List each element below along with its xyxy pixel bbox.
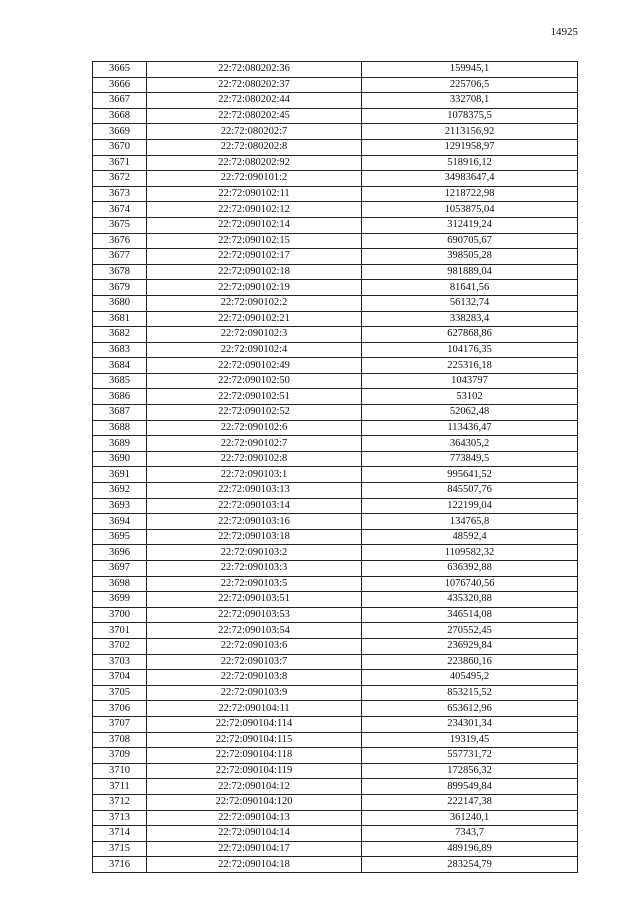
value-cell: 225706,5 <box>362 77 578 93</box>
value-cell: 981889,04 <box>362 264 578 280</box>
row-number-cell: 3708 <box>93 732 147 748</box>
table-row <box>93 638 578 654</box>
row-number-cell: 3709 <box>93 748 147 764</box>
cadastral-number-cell: 22:72:090102:50 <box>147 373 362 389</box>
cadastral-number-cell: 22:72:090104:114 <box>147 716 362 732</box>
row-number-cell: 3677 <box>93 249 147 265</box>
value-cell: 7343,7 <box>362 826 578 842</box>
value-cell: 346514,08 <box>362 607 578 623</box>
cadastral-number-cell: 22:72:090103:16 <box>147 514 362 530</box>
value-cell: 557731,72 <box>362 748 578 764</box>
table-row <box>93 77 578 93</box>
row-number-cell: 3667 <box>93 93 147 109</box>
cadastral-number-cell: 22:72:090102:7 <box>147 436 362 452</box>
cadastral-number-cell: 22:72:090102:19 <box>147 280 362 296</box>
row-number-cell: 3672 <box>93 171 147 187</box>
cadastral-number-cell: 22:72:090103:13 <box>147 483 362 499</box>
row-number-cell: 3715 <box>93 841 147 857</box>
table-row <box>93 124 578 140</box>
cadastral-number-cell: 22:72:080202:45 <box>147 108 362 124</box>
row-number-cell: 3668 <box>93 108 147 124</box>
value-cell: 52062,48 <box>362 405 578 421</box>
row-number-cell: 3704 <box>93 670 147 686</box>
cadastral-number-cell: 22:72:090102:12 <box>147 202 362 218</box>
table-row <box>93 436 578 452</box>
table-row <box>93 514 578 530</box>
table-row <box>93 592 578 608</box>
value-cell: 627868,86 <box>362 327 578 343</box>
table-row <box>93 685 578 701</box>
row-number-cell: 3692 <box>93 483 147 499</box>
records-body <box>93 62 578 873</box>
row-number-cell: 3675 <box>93 217 147 233</box>
value-cell: 113436,47 <box>362 420 578 436</box>
table-row <box>93 389 578 405</box>
cadastral-number-cell: 22:72:090104:115 <box>147 732 362 748</box>
value-cell: 636392,88 <box>362 561 578 577</box>
table-row <box>93 139 578 155</box>
cadastral-number-cell: 22:72:090103:9 <box>147 685 362 701</box>
table-row <box>93 794 578 810</box>
table-row <box>93 264 578 280</box>
value-cell: 1291958,97 <box>362 139 578 155</box>
value-cell: 122199,04 <box>362 498 578 514</box>
table-row <box>93 171 578 187</box>
row-number-cell: 3673 <box>93 186 147 202</box>
cadastral-number-cell: 22:72:090102:2 <box>147 295 362 311</box>
table-row <box>93 763 578 779</box>
row-number-cell: 3689 <box>93 436 147 452</box>
value-cell: 1053875,04 <box>362 202 578 218</box>
row-number-cell: 3701 <box>93 623 147 639</box>
row-number-cell: 3700 <box>93 607 147 623</box>
table-row <box>93 358 578 374</box>
cadastral-number-cell: 22:72:090103:2 <box>147 545 362 561</box>
row-number-cell: 3674 <box>93 202 147 218</box>
cadastral-number-cell: 22:72:090101:2 <box>147 171 362 187</box>
table-row <box>93 498 578 514</box>
row-number-cell: 3665 <box>93 62 147 78</box>
cadastral-number-cell: 22:72:090102:4 <box>147 342 362 358</box>
cadastral-number-cell: 22:72:090103:6 <box>147 638 362 654</box>
cadastral-number-cell: 22:72:090102:6 <box>147 420 362 436</box>
cadastral-number-cell: 22:72:080202:8 <box>147 139 362 155</box>
value-cell: 853215,52 <box>362 685 578 701</box>
cadastral-number-cell: 22:72:090104:12 <box>147 779 362 795</box>
value-cell: 104176,35 <box>362 342 578 358</box>
row-number-cell: 3707 <box>93 716 147 732</box>
table-row <box>93 826 578 842</box>
value-cell: 312419,24 <box>362 217 578 233</box>
value-cell: 899549,84 <box>362 779 578 795</box>
cadastral-number-cell: 22:72:090102:18 <box>147 264 362 280</box>
table-row <box>93 623 578 639</box>
cadastral-number-cell: 22:72:090102:21 <box>147 311 362 327</box>
row-number-cell: 3703 <box>93 654 147 670</box>
table-row <box>93 670 578 686</box>
row-number-cell: 3694 <box>93 514 147 530</box>
cadastral-number-cell: 22:72:090102:11 <box>147 186 362 202</box>
value-cell: 223860,16 <box>362 654 578 670</box>
row-number-cell: 3691 <box>93 467 147 483</box>
row-number-cell: 3666 <box>93 77 147 93</box>
value-cell: 398505,28 <box>362 249 578 265</box>
table-row <box>93 607 578 623</box>
cadastral-number-cell: 22:72:090103:53 <box>147 607 362 623</box>
cadastral-number-cell: 22:72:080202:37 <box>147 77 362 93</box>
value-cell: 236929,84 <box>362 638 578 654</box>
table-row <box>93 405 578 421</box>
table-row <box>93 342 578 358</box>
row-number-cell: 3714 <box>93 826 147 842</box>
table-row <box>93 654 578 670</box>
table-row <box>93 280 578 296</box>
cadastral-number-cell: 22:72:080202:44 <box>147 93 362 109</box>
row-number-cell: 3676 <box>93 233 147 249</box>
table-row <box>93 483 578 499</box>
table-row <box>93 186 578 202</box>
value-cell: 19319,45 <box>362 732 578 748</box>
table-row <box>93 155 578 171</box>
cadastral-number-cell: 22:72:090102:51 <box>147 389 362 405</box>
cadastral-number-cell: 22:72:090102:17 <box>147 249 362 265</box>
cadastral-number-cell: 22:72:090103:5 <box>147 576 362 592</box>
page-number: 14925 <box>550 26 578 38</box>
row-number-cell: 3699 <box>93 592 147 608</box>
cadastral-number-cell: 22:72:090102:49 <box>147 358 362 374</box>
table-row <box>93 701 578 717</box>
value-cell: 134765,8 <box>362 514 578 530</box>
cadastral-number-cell: 22:72:090103:51 <box>147 592 362 608</box>
cadastral-number-cell: 22:72:090103:3 <box>147 561 362 577</box>
value-cell: 690705,67 <box>362 233 578 249</box>
value-cell: 435320,88 <box>362 592 578 608</box>
table-row <box>93 327 578 343</box>
row-number-cell: 3698 <box>93 576 147 592</box>
value-cell: 332708,1 <box>362 93 578 109</box>
cadastral-number-cell: 22:72:090102:15 <box>147 233 362 249</box>
cadastral-number-cell: 22:72:090104:14 <box>147 826 362 842</box>
value-cell: 225316,18 <box>362 358 578 374</box>
row-number-cell: 3685 <box>93 373 147 389</box>
table-row <box>93 233 578 249</box>
value-cell: 1043797 <box>362 373 578 389</box>
row-number-cell: 3679 <box>93 280 147 296</box>
value-cell: 222147,38 <box>362 794 578 810</box>
value-cell: 518916,12 <box>362 155 578 171</box>
table-row <box>93 311 578 327</box>
row-number-cell: 3696 <box>93 545 147 561</box>
table-row <box>93 467 578 483</box>
cadastral-number-cell: 22:72:090103:14 <box>147 498 362 514</box>
table-row <box>93 202 578 218</box>
cadastral-number-cell: 22:72:090102:52 <box>147 405 362 421</box>
table-row <box>93 810 578 826</box>
table-row <box>93 561 578 577</box>
value-cell: 283254,79 <box>362 857 578 873</box>
row-number-cell: 3682 <box>93 327 147 343</box>
value-cell: 48592,4 <box>362 529 578 545</box>
value-cell: 53102 <box>362 389 578 405</box>
table-row <box>93 529 578 545</box>
cadastral-number-cell: 22:72:080202:7 <box>147 124 362 140</box>
table-row <box>93 716 578 732</box>
table-row <box>93 732 578 748</box>
row-number-cell: 3680 <box>93 295 147 311</box>
row-number-cell: 3683 <box>93 342 147 358</box>
table-row <box>93 576 578 592</box>
row-number-cell: 3688 <box>93 420 147 436</box>
row-number-cell: 3690 <box>93 451 147 467</box>
row-number-cell: 3712 <box>93 794 147 810</box>
row-number-cell: 3686 <box>93 389 147 405</box>
cadastral-number-cell: 22:72:090103:7 <box>147 654 362 670</box>
table-row <box>93 748 578 764</box>
table-row <box>93 93 578 109</box>
row-number-cell: 3697 <box>93 561 147 577</box>
value-cell: 270552,45 <box>362 623 578 639</box>
row-number-cell: 3705 <box>93 685 147 701</box>
records-table <box>92 61 578 873</box>
row-number-cell: 3713 <box>93 810 147 826</box>
row-number-cell: 3671 <box>93 155 147 171</box>
cadastral-number-cell: 22:72:090104:17 <box>147 841 362 857</box>
value-cell: 34983647,4 <box>362 171 578 187</box>
value-cell: 338283,4 <box>362 311 578 327</box>
cadastral-number-cell: 22:72:090104:119 <box>147 763 362 779</box>
row-number-cell: 3678 <box>93 264 147 280</box>
cadastral-number-cell: 22:72:090103:54 <box>147 623 362 639</box>
row-number-cell: 3695 <box>93 529 147 545</box>
value-cell: 2113156,92 <box>362 124 578 140</box>
row-number-cell: 3706 <box>93 701 147 717</box>
table-row <box>93 545 578 561</box>
row-number-cell: 3669 <box>93 124 147 140</box>
row-number-cell: 3702 <box>93 638 147 654</box>
cadastral-number-cell: 22:72:090103:18 <box>147 529 362 545</box>
cadastral-number-cell: 22:72:080202:92 <box>147 155 362 171</box>
table-row <box>93 857 578 873</box>
cadastral-number-cell: 22:72:090104:118 <box>147 748 362 764</box>
table-row <box>93 420 578 436</box>
value-cell: 234301,34 <box>362 716 578 732</box>
cadastral-number-cell: 22:72:090104:11 <box>147 701 362 717</box>
value-cell: 159945,1 <box>362 62 578 78</box>
cadastral-number-cell: 22:72:090102:3 <box>147 327 362 343</box>
value-cell: 172856,32 <box>362 763 578 779</box>
table-row <box>93 62 578 78</box>
row-number-cell: 3716 <box>93 857 147 873</box>
value-cell: 1076740,56 <box>362 576 578 592</box>
value-cell: 489196,89 <box>362 841 578 857</box>
value-cell: 405495,2 <box>362 670 578 686</box>
table-row <box>93 779 578 795</box>
value-cell: 1109582,32 <box>362 545 578 561</box>
cadastral-number-cell: 22:72:090104:18 <box>147 857 362 873</box>
cadastral-number-cell: 22:72:080202:36 <box>147 62 362 78</box>
value-cell: 653612,96 <box>362 701 578 717</box>
row-number-cell: 3684 <box>93 358 147 374</box>
value-cell: 364305,2 <box>362 436 578 452</box>
cadastral-number-cell: 22:72:090102:14 <box>147 217 362 233</box>
row-number-cell: 3693 <box>93 498 147 514</box>
row-number-cell: 3687 <box>93 405 147 421</box>
value-cell: 81641,56 <box>362 280 578 296</box>
value-cell: 1218722,98 <box>362 186 578 202</box>
cadastral-number-cell: 22:72:090104:13 <box>147 810 362 826</box>
table-row <box>93 841 578 857</box>
value-cell: 361240,1 <box>362 810 578 826</box>
row-number-cell: 3710 <box>93 763 147 779</box>
table-row <box>93 249 578 265</box>
row-number-cell: 3711 <box>93 779 147 795</box>
value-cell: 845507,76 <box>362 483 578 499</box>
cadastral-number-cell: 22:72:090103:1 <box>147 467 362 483</box>
row-number-cell: 3670 <box>93 139 147 155</box>
table-row <box>93 373 578 389</box>
cadastral-number-cell: 22:72:090102:8 <box>147 451 362 467</box>
table-row <box>93 108 578 124</box>
cadastral-number-cell: 22:72:090104:120 <box>147 794 362 810</box>
value-cell: 1078375,5 <box>362 108 578 124</box>
value-cell: 995641,52 <box>362 467 578 483</box>
value-cell: 56132,74 <box>362 295 578 311</box>
table-row <box>93 217 578 233</box>
cadastral-number-cell: 22:72:090103:8 <box>147 670 362 686</box>
table-row <box>93 451 578 467</box>
table-row <box>93 295 578 311</box>
value-cell: 773849,5 <box>362 451 578 467</box>
row-number-cell: 3681 <box>93 311 147 327</box>
